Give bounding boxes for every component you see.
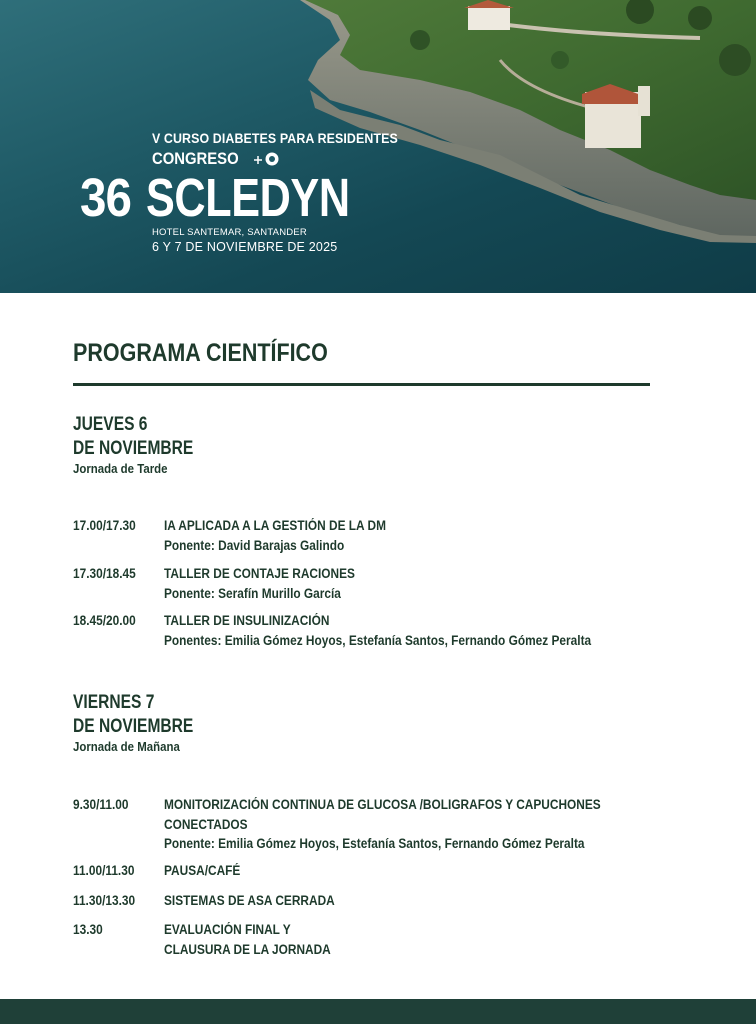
item-title: EVALUACIÓN FINAL Y (164, 922, 291, 937)
society-logo-icon (252, 151, 282, 167)
item-time: 17.00/17.30 (73, 518, 136, 533)
day-title: JUEVES 6 (73, 414, 148, 435)
program-title: PROGRAMA CIENTÍFICO (73, 339, 328, 367)
course-title: V CURSO DIABETES PARA RESIDENTES (152, 131, 398, 146)
congress-number: 36 (80, 168, 132, 228)
item-description (164, 891, 704, 911)
item-time: 11.30/13.30 (73, 893, 136, 908)
title-divider (73, 383, 650, 386)
item-description (164, 861, 704, 881)
day-block-thursday (73, 413, 650, 477)
item-speaker: Ponentes: Emilia Gómez Hoyos, Estefanía Santos, Fernando Gómez Peralta (164, 632, 592, 648)
item-time: 13.30 (73, 922, 103, 937)
item-title: MONITORIZACIÓN CONTINUA DE GLUCOSA /BOLIGRAFOS Y CAPUCHONES (164, 797, 601, 812)
congreso-row (152, 149, 419, 169)
item-description (164, 516, 704, 555)
item-title: SISTEMAS DE ASA CERRADA (164, 893, 335, 908)
item-title: TALLER DE CONTAJE RACIONES (164, 566, 355, 581)
session-label: Jornada de Tarde (73, 461, 168, 476)
item-time: 18.45/20.00 (73, 613, 136, 628)
item-time: 17.30/18.45 (73, 566, 136, 581)
congress-name-row (80, 168, 419, 228)
item-description (164, 795, 704, 854)
item-title: IA APLICADA A LA GESTIÓN DE LA DM (164, 518, 386, 533)
event-dates: 6 Y 7 DE NOVIEMBRE DE 2025 (152, 240, 338, 254)
day-title: DE NOVIEMBRE (73, 716, 194, 737)
program-section (73, 336, 650, 957)
item-title-continued: CLAUSURA DE LA JORNADA (164, 941, 331, 957)
item-title: PAUSA/CAFÉ (164, 863, 241, 878)
item-title: TALLER DE INSULINIZACIÓN (164, 613, 330, 628)
item-speaker: Ponente: David Barajas Galindo (164, 537, 345, 553)
item-description (164, 920, 704, 959)
day-title: VIERNES 7 (73, 692, 155, 713)
item-speaker: Ponente: Serafín Murillo García (164, 585, 341, 601)
header-banner (0, 0, 756, 293)
item-speaker: Ponente: Emilia Gómez Hoyos, Estefanía Santos, Fernando Gómez Peralta (164, 836, 585, 851)
society-name: SCLEDYN (146, 168, 350, 228)
item-time: 11.00/11.30 (73, 863, 135, 878)
item-title-continued: CONECTADOS (164, 816, 248, 832)
congreso-label: CONGRESO (152, 149, 239, 168)
venue: HOTEL SANTEMAR, SANTANDER (152, 227, 307, 238)
footer-bar (0, 999, 756, 1024)
day-block-friday (73, 691, 650, 755)
congress-branding (80, 131, 419, 254)
session-label: Jornada de Mañana (73, 739, 180, 754)
day-title: DE NOVIEMBRE (73, 438, 194, 459)
item-description (164, 564, 704, 603)
item-time: 9.30/11.00 (73, 797, 129, 812)
item-description (164, 611, 704, 650)
